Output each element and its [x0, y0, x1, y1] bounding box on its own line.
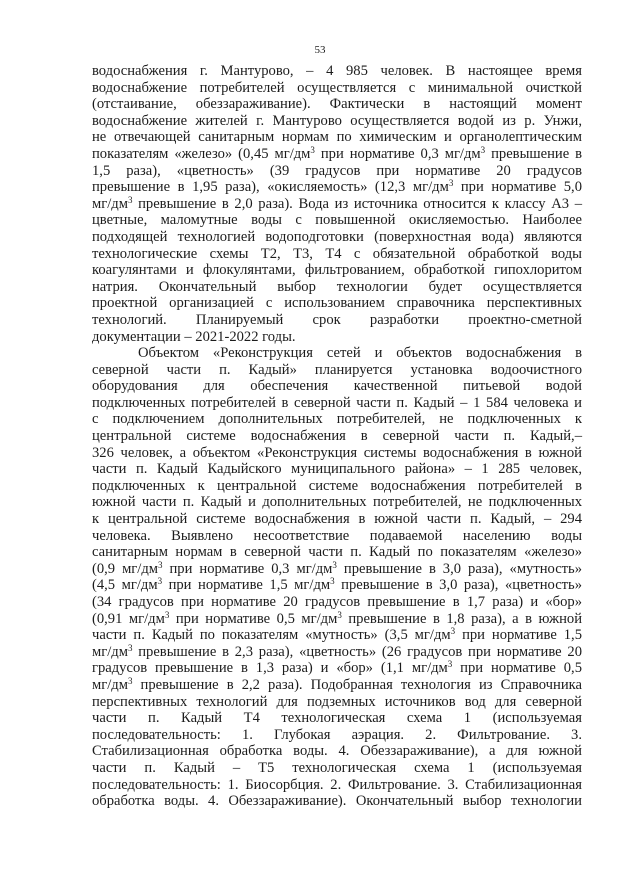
text-line: к центральной системе водоснабжения в южной части п. Кадый, – 294: [92, 511, 582, 528]
text-line: градусов превышение в 1,3 раза) и «бор» (1,1 $мг/дм^3$ при нормативе 0,5: [92, 659, 582, 677]
text-line: части п. Кадый – Т5 технологическая схема 1 (используемая: [92, 759, 582, 776]
text-line: санитарным нормам в северной части п. Кадый по показателям «железо»: [92, 544, 582, 561]
document-body: [92, 63, 582, 810]
text-line: обработка воды. 4. Обеззараживание). Окончательный выбор технологии: [92, 793, 582, 810]
text-line: 326 человек, а объектом «Реконструкция системы водоснабжения в южной: [92, 444, 582, 461]
text-line: части п. Кадый по показателям «мутность» (3,5 $мг/дм^3$ при нормативе 1,5: [92, 626, 582, 644]
superscript-exponent: 3: [310, 144, 315, 155]
text-line: оборудования для обеспечения качественной питьевой водой: [92, 378, 582, 395]
text-line: не отвечающей санитарным нормам по химическим и органолептическим: [92, 129, 582, 146]
text-line: технологий. Планируемый срок разработки проектно-сметной: [92, 311, 582, 328]
text-line: Объектом «Реконструкция сетей и объектов водоснабжения в: [138, 345, 582, 362]
text-line: коагулянтами и флокулянтами, фильтрованием, обработкой гипохлоритом: [92, 262, 582, 279]
text-line: 1,5 раза), «цветность» (39 градусов при нормативе 20 градусов: [92, 162, 582, 179]
text-line: $мг/дм^3$ превышение в 2,3 раза), «цветность» (26 градусов при нормативе 20: [92, 642, 582, 660]
text-line: (отстаивание, обеззараживание). Фактически в настоящий момент: [92, 96, 582, 113]
text-line: (34 градусов при нормативе 20 градусов превышение в 1,7 раза) и «бор»: [92, 594, 582, 610]
text-line: последовательность: 1. Глубокая аэрация. 2. Фильтрование. 3.: [92, 726, 582, 743]
text-line: южной части п. Кадый и дополнительных потребителей, не подключенных: [92, 494, 582, 511]
text-line: части п. Кадый Кадыйского муниципального района» – 1 285 человек,: [92, 461, 582, 478]
text-line: последовательность: 1. Биосорбция. 2. Фильтрование. 3. Стабилизационная: [92, 776, 582, 793]
superscript-exponent: 3: [337, 609, 342, 620]
text-line: северной части п. Кадый» планируется установка водоочистного: [92, 361, 582, 378]
page-number: 53: [314, 44, 326, 56]
text-line: (0,91 $мг/дм^3$ при нормативе 0,5 $мг/дм^3$ превышение в 1,8 раза), а в южной: [92, 609, 583, 627]
text-line: с подключением дополнительных потребителей, не подключенных к: [92, 411, 582, 428]
text-line: $мг/дм^3$ превышение в 2,2 раза). Подобранная технология из Справочника: [92, 675, 582, 693]
text-line: технологические схемы Т2, Т3, Т4 с обязательной обработкой воды: [92, 245, 582, 262]
text-line: показателям «железо» (0,45 $мг/дм^3$ при нормативе 0,3 $мг/дм^3$ превышение в: [92, 144, 583, 162]
text-line: превышение в 1,95 раза), «окисляемость» (12,3 $мг/дм^3$ при нормативе 5,0: [92, 178, 582, 196]
text-line: перспективных технологий для подземных источников вод для северной: [92, 693, 582, 710]
text-line: (4,5 $мг/дм^3$ при нормативе 1,5 $мг/дм^3$ превышение в 3,0 раза), «цветность»: [92, 576, 583, 594]
paragraph-kadyi: [92, 345, 582, 810]
superscript-exponent: 3: [332, 559, 337, 570]
text-line: натрия. Окончательный выбор технологии будет осуществляется: [92, 278, 582, 295]
superscript-exponent: 3: [127, 194, 133, 205]
text-line: (0,9 $мг/дм^3$ при нормативе 0,3 $мг/дм^3$ превышение в 3,0 раза), «мутность»: [92, 559, 583, 577]
text-line: подключенных к центральной системе водоснабжения потребителей в: [92, 477, 582, 494]
superscript-exponent: 3: [127, 675, 133, 686]
text-line: водоснабжение жителей г. Мантурово осуществляется водой из р. Унжи,: [92, 112, 582, 129]
text-line: $мг/дм^3$ превышение в 2,0 раза). Вода из источника относится к классу А3 –: [92, 194, 582, 212]
text-line: проектной организацией с использованием справочника перспективных: [92, 295, 582, 312]
superscript-exponent: 3: [480, 144, 486, 155]
superscript-exponent: 3: [330, 576, 335, 587]
superscript-exponent: 3: [127, 642, 133, 653]
text-line: части п. Кадый Т4 технологическая схема 1 (используемая: [92, 710, 582, 727]
paragraph-manturovo: [92, 63, 582, 345]
text-line: водоснабжение потребителей осуществляется с минимальной очисткой: [92, 79, 582, 96]
superscript-exponent: 3: [157, 576, 163, 587]
superscript-exponent: 3: [450, 626, 456, 637]
text-line: цветные, маломутные воды с повышенной окисляемостью. Наиболее: [92, 212, 582, 229]
text-line: подходящей технологией водоподготовки (поверхностная вода) являются: [92, 228, 582, 245]
superscript-exponent: 3: [447, 659, 453, 670]
text-line: человека. Выявлено несоответствие подаваемой населению воды: [92, 527, 582, 544]
text-line: документации – 2021-2022 годы.: [92, 328, 296, 345]
text-line: центральной системе водоснабжения в северной части п. Кадый,–: [92, 428, 582, 445]
superscript-exponent: 3: [164, 609, 170, 620]
superscript-exponent: 3: [448, 178, 454, 189]
text-line: водоснабжения г. Мантурово, – 4 985 человек. В настоящее время: [92, 63, 582, 79]
text-line: Стабилизационная обработка воды. 4. Обеззараживание), а для южной: [92, 743, 582, 760]
superscript-exponent: 3: [158, 559, 163, 570]
text-line: подключенных потребителей в северной части п. Кадый – 1 584 человека и: [92, 394, 582, 411]
